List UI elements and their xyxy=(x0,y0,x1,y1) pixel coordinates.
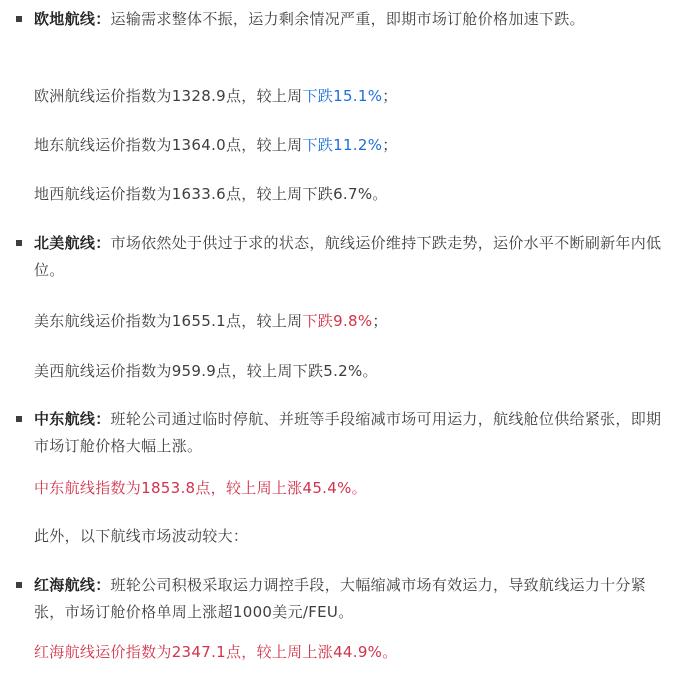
section-description: 班轮公司通过临时停航、并班等手段缩减市场可用运力，航线舱位供给紧张，即期市场订舱价格大幅上涨。 xyxy=(34,410,662,455)
section-title: 红海航线： xyxy=(34,576,111,594)
index-line-us-west: 美西航线运价指数为959.9点，较上周下跌5.2%。 xyxy=(34,362,378,380)
bullet-square-icon xyxy=(16,240,22,246)
section-description: 班轮公司积极采取运力调控手段，大幅缩减市场有效运力，导致航线运力十分紧张，市场订舱价格单周上涨超1000美元/FEU。 xyxy=(34,576,647,621)
section-middle-east xyxy=(16,406,664,460)
index-text: 地东航线运价指数为1364.0点，较上周 xyxy=(34,136,303,154)
index-punct: ； xyxy=(382,136,398,154)
index-text: 欧洲航线运价指数为1328.9点，较上周 xyxy=(34,87,303,105)
index-line-europe xyxy=(34,84,664,108)
index-text: 美东航线运价指数为1655.1点，较上周 xyxy=(34,312,303,330)
section-paragraph xyxy=(34,6,664,33)
section-paragraph xyxy=(34,406,664,460)
volatility-note: 此外，以下航线市场波动较大： xyxy=(34,527,249,545)
index-line-med-east xyxy=(34,133,664,157)
index-punct: ； xyxy=(372,312,388,330)
section-description: 运输需求整体不振，运力剩余情况严重，即期市场订舱价格加速下跌。 xyxy=(110,10,585,28)
index-line-med-west: 地西航线运价指数为1633.6点，较上周下跌6.7%。 xyxy=(34,185,388,203)
section-europe-med xyxy=(16,6,664,33)
index-punct: ； xyxy=(382,87,398,105)
index-change-highlight: 下跌15.1% xyxy=(302,87,383,105)
section-paragraph xyxy=(34,572,664,626)
section-title: 欧地航线： xyxy=(34,10,111,28)
bullet-square-icon xyxy=(16,16,22,22)
bullet-square-icon xyxy=(16,416,22,422)
section-paragraph xyxy=(34,230,664,284)
index-line-middle-east: 中东航线指数为1853.8点，较上周上涨45.4%。 xyxy=(34,479,367,497)
index-change-highlight: 下跌11.2% xyxy=(302,136,383,154)
index-line-us-east xyxy=(34,309,664,333)
section-north-america xyxy=(16,230,664,284)
section-red-sea xyxy=(16,572,664,626)
bullet-square-icon xyxy=(16,582,22,588)
section-description: 市场依然处于供过于求的状态，航线运价维持下跌走势，运价水平不断刷新年内低位。 xyxy=(34,234,662,279)
section-title: 中东航线： xyxy=(34,410,111,428)
index-line-red-sea: 红海航线运价指数为2347.1点，较上周上涨44.9%。 xyxy=(34,643,398,661)
index-change-highlight: 下跌9.8% xyxy=(302,312,373,330)
section-title: 北美航线： xyxy=(34,234,111,252)
